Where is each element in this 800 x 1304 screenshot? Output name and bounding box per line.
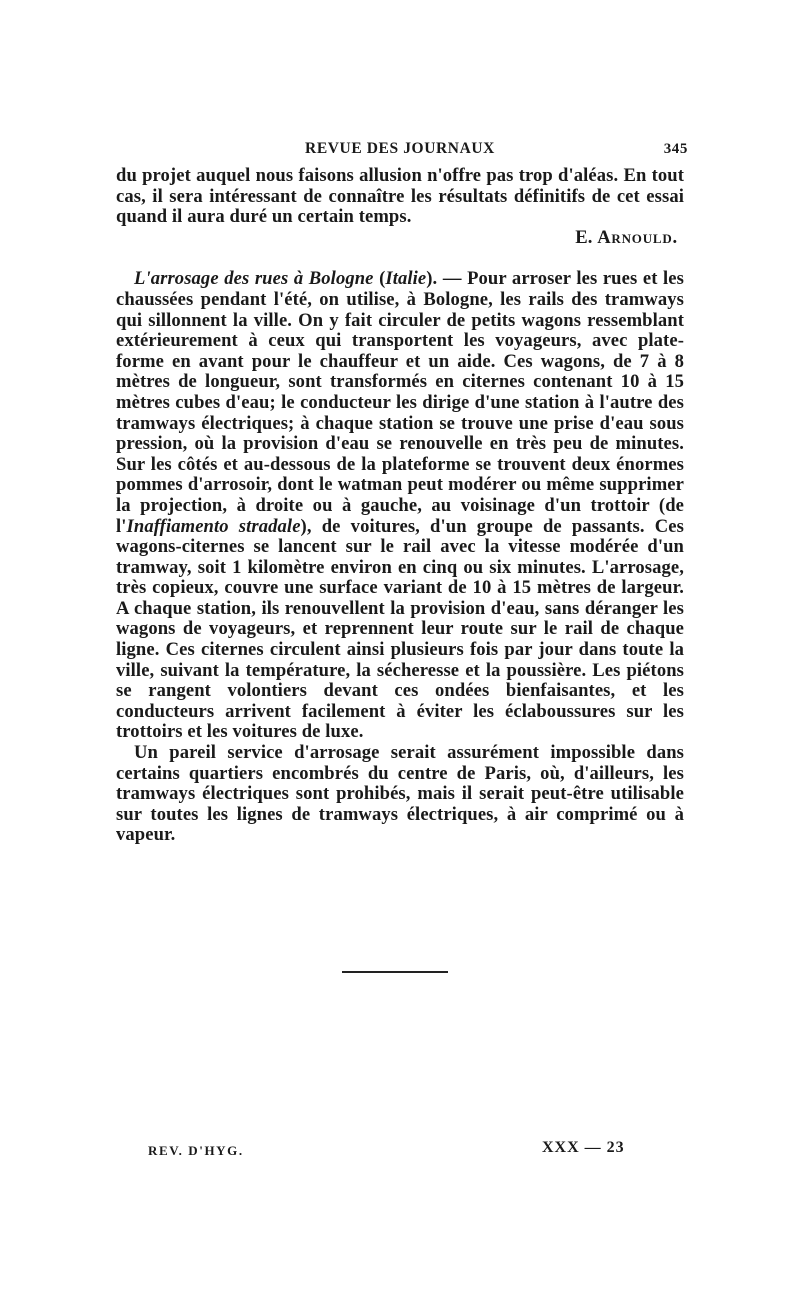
paragraph-bologna [116,269,684,743]
paragraph-continuation: du projet auquel nous faisons allusion n'offre pas trop d'aléas. En tout cas, il sera intéressant de connaître les résultats définitifs de cet essai quand il aura duré un certain temps. [116,165,684,228]
page-number: 345 [663,141,688,157]
section-divider [342,971,448,973]
paragraph-italic-term: Inaffiamento stradale [126,515,301,537]
paragraph-text-b: ), de voitures, d'un groupe de passants. Ces wagons-citernes se lancent sur le rail avec la vitesse modérée d'un tramway, soit 1 kilomètre environ en cinq ou six minutes. L'arrosage, très copieux, couvre une surface variant de 10 à 15 mètres de largeur. A chaque station, ils renouvellent la provision d'eau, sans déranger les wagons de voyageurs, et reprennent leur route sur le rail de chaque ligne. Ces citernes circulent ainsi plusieurs fois par jour dans toute la ville, suivant la température, la sécheresse et la poussière. Les piétons se rangent volontiers devant ces ondées bienfaisantes, et les conducteurs arrivent facilement à éviter les éclaboussures sur les trottoirs et les voitures de luxe. [116,515,684,743]
footer-volume: XXX — 23 [542,1139,625,1156]
section-title-dash: ). — [426,268,468,290]
author-signature [116,228,684,249]
signature-name: Arnould. [597,226,678,248]
paragraph-text-a: Pour arroser les rues et les chaussées pendant l'été, on utilise, à Bologne, les rails des tramways qui sillonnent la ville. On y fait circuler de petits wagons ressemblant extérieurement à ceux qui transportent les voyageurs, avec plate-forme en avant pour le chauffeur et un aide. Ces wagons, de 7 à 8 mètres de longueur, sont transformés en citernes contenant 10 à 15 mètres cubes d'eau; le conducteur les dirige d'une station à l'autre des tramways électriques; à chaque station se trouve une prise d'eau sous pression, où la provision d'eau se renouvelle en très peu de minutes. Sur les côtés et au-dessous de la plateforme se trouvent deux énormes pommes d'arrosoir, dont le watman peut modérer ou même supprimer la projection, à droite ou à gauche, au voisinage d'un trottoir (de l' [116,268,684,537]
running-head [116,140,688,166]
section-title-country: Italie [385,268,427,290]
paragraph-paris: Un pareil service d'arrosage serait assurément impossible dans certains quartiers encombrés du centre de Paris, où, d'ailleurs, les tramways électriques sont prohibés, mais il serait peut-être utilisable sur toutes les lignes de tramways électriques, à air comprimé ou à vapeur. [116,742,684,846]
footer-journal: REV. D'HYG. [148,1143,244,1158]
signature-initial: E. [575,226,598,248]
section-title-paren-open: ( [373,268,386,290]
section-title: L'arrosage des rues à Bologne [134,268,374,290]
article-body [116,166,684,846]
page [116,140,688,846]
running-title: REVUE DES JOURNAUX [305,140,495,157]
